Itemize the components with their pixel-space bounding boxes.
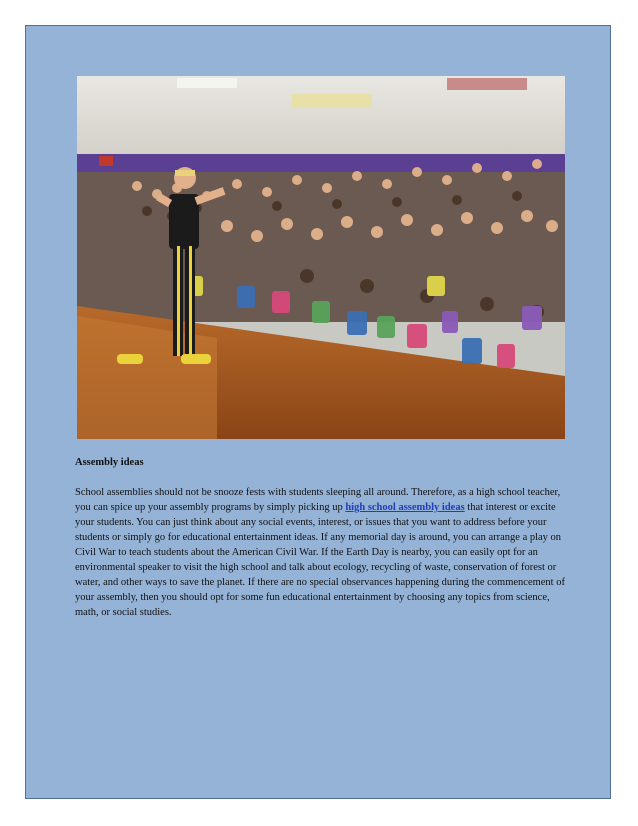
- paragraph-text-after-link: that interest or excite your students. You can just think about any social events, interest, or issues that you want to address before your students or simply go for educational entertainment ideas. If any memorial day is around, you can arrange a play on Civil War to teach students about the American Civil War. If the Earth Day is nearby, you can easily opt for an environmental speaker to visit the high school and talk about ecology, recycling of waste, conservation of forest or water, and other ways to save the planet. If there are no special observances happening during the commencement of your assembly, then you should opt for some fun educational entertainment by choosing any topics from science, math, or social studies.: [75, 502, 565, 618]
- paragraph-text-before-link: School assemblies should not be snooze fests with students sleeping all around. Therefore, as a high school teacher, you can spice up your assembly programs by simply picking up: [75, 487, 561, 513]
- page-panel: [25, 25, 611, 799]
- assembly-photo-illustration: [77, 76, 565, 439]
- section-heading: Assembly ideas: [75, 457, 144, 468]
- assembly-photo: [77, 76, 565, 439]
- body-paragraph: [75, 485, 565, 620]
- high-school-assembly-ideas-link[interactable]: high school assembly ideas: [345, 502, 465, 513]
